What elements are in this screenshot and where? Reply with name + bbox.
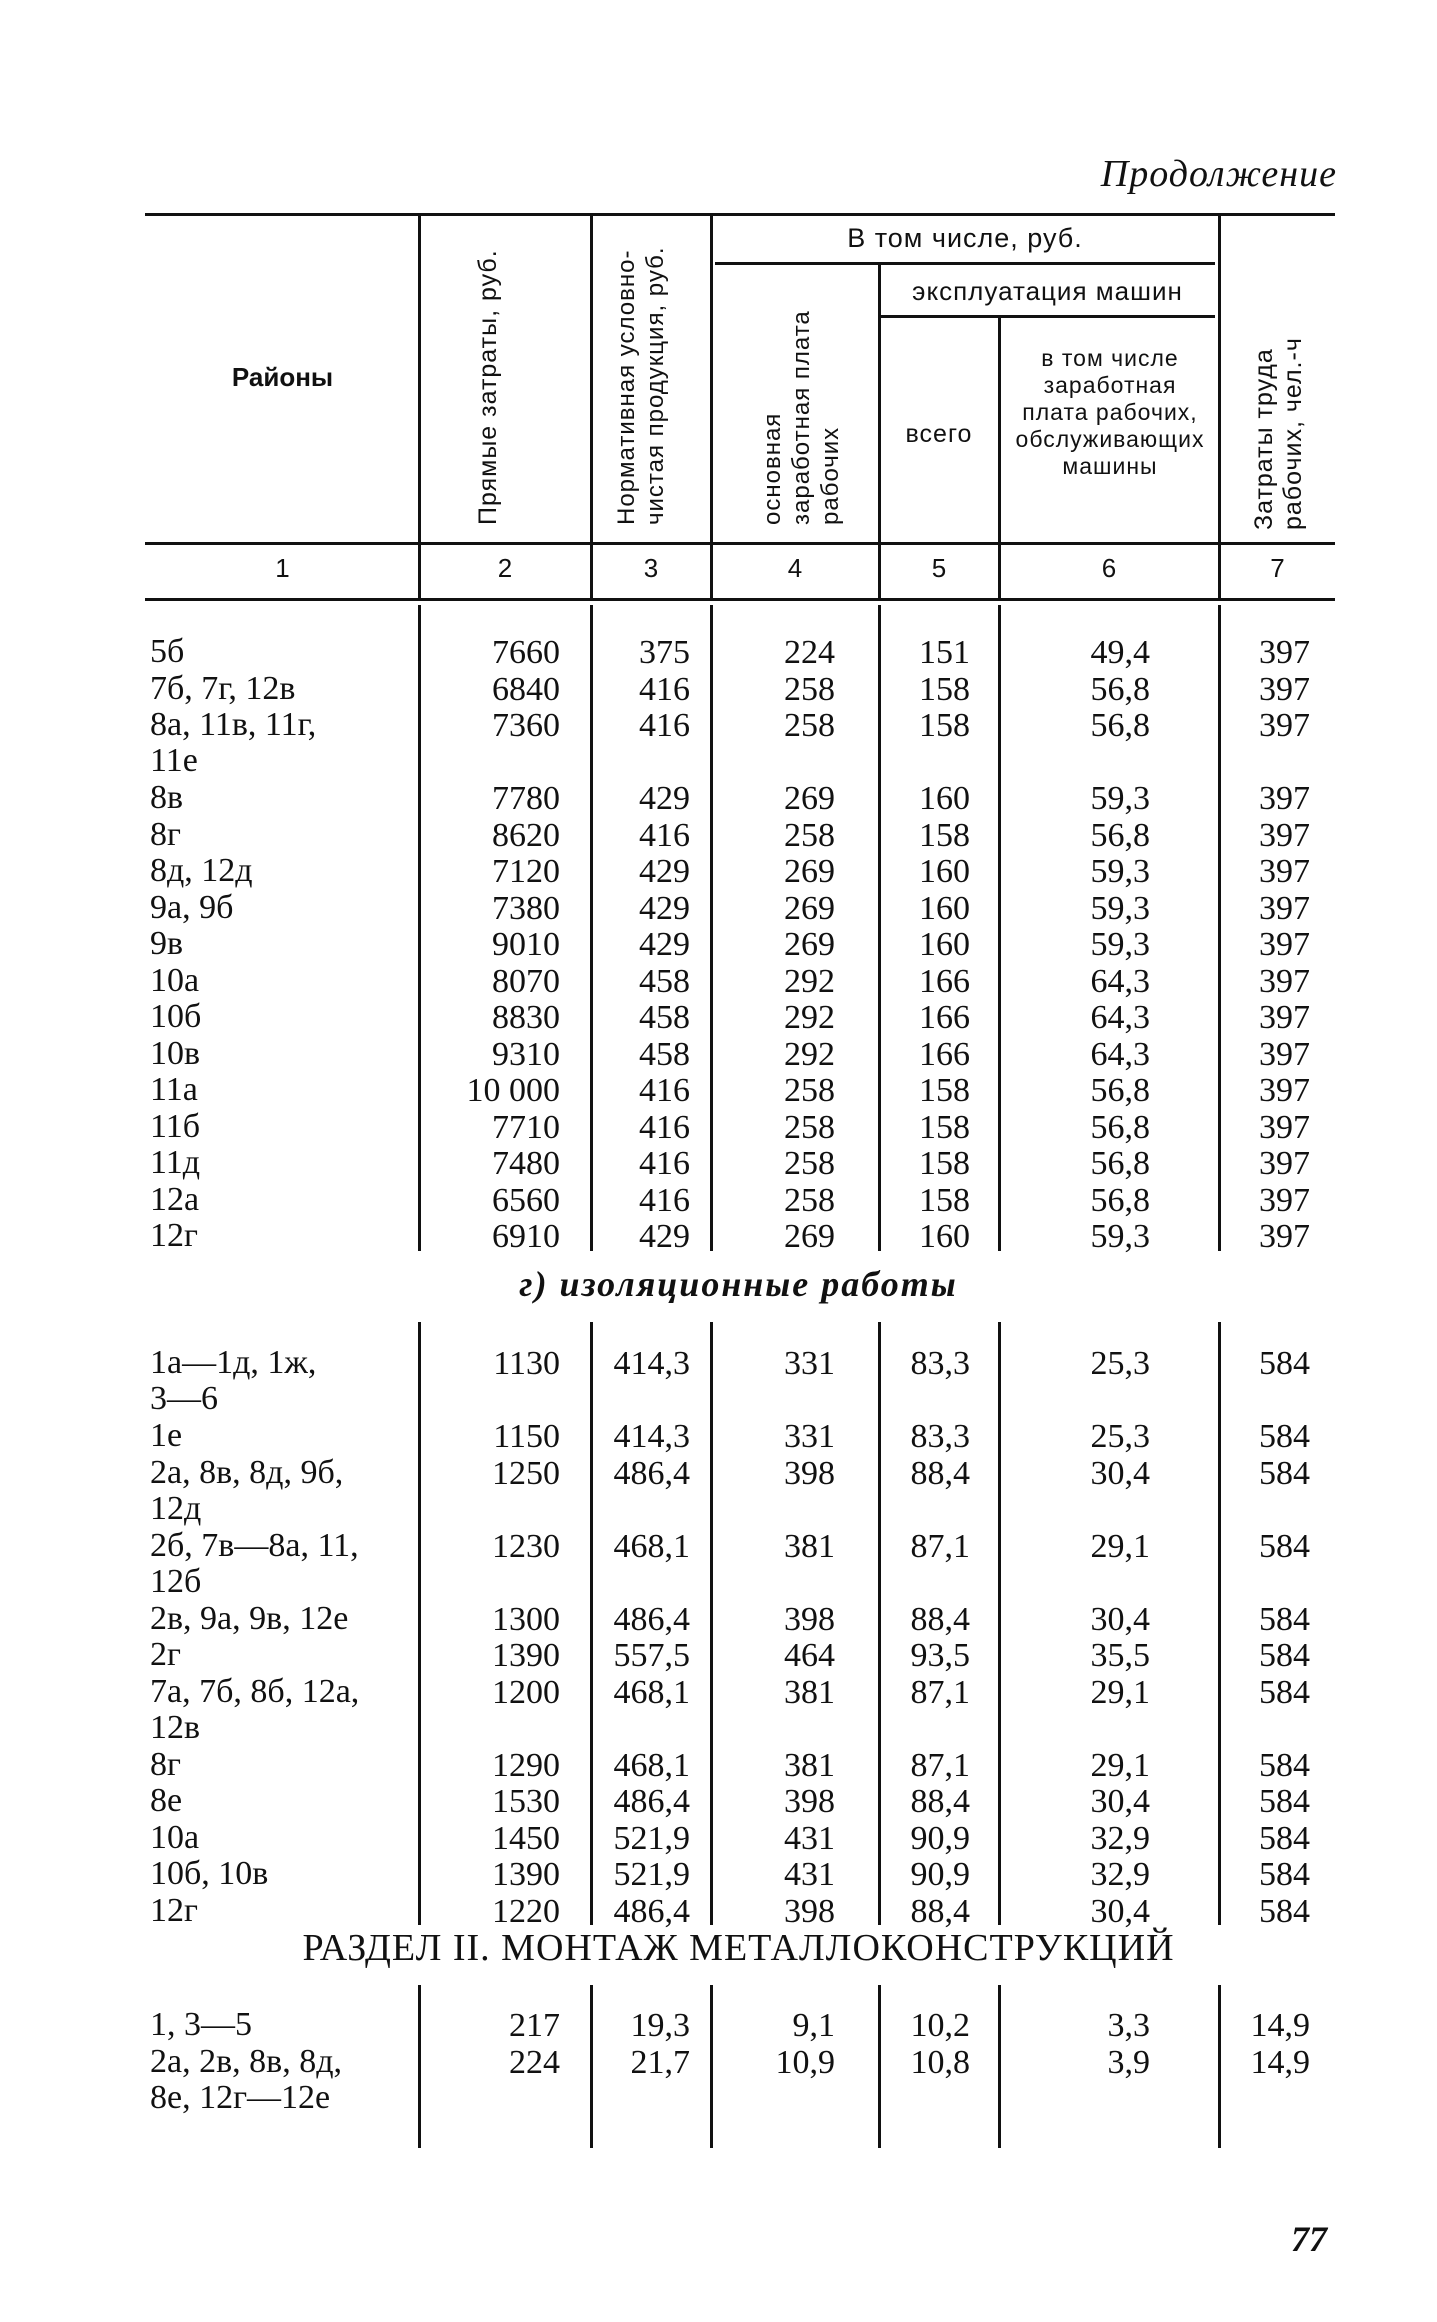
region-line: 9в [150, 925, 184, 962]
value-cell-col4: 269 [784, 1218, 835, 1255]
value-cell-col5: 83,3 [910, 1345, 970, 1382]
region-cell [150, 1856, 400, 1892]
value-cell-col7: 397 [1259, 707, 1310, 744]
value-cell-col3: 486,4 [613, 1783, 690, 1820]
value-cell-col2: 7660 [492, 634, 560, 671]
value-cell-col5: 158 [919, 1108, 970, 1146]
value-cell-col6: 56,8 [1090, 1108, 1150, 1146]
value-cell-col7: 584 [1259, 1345, 1310, 1382]
value-cell-col2: 1530 [492, 1783, 560, 1820]
value-cell-col7: 584 [1259, 1819, 1310, 1857]
region-cell [150, 1455, 400, 1527]
value-cell-col4: 269 [784, 853, 835, 890]
region-cell [150, 999, 400, 1035]
header-machines: эксплуатация машин [912, 276, 1183, 306]
value-cell-col4: 258 [784, 670, 835, 708]
body-divider [418, 605, 421, 1251]
region-line: 2б, 7в—8а, 11, [150, 1526, 359, 1564]
value-cell-col5: 88,4 [910, 1783, 970, 1820]
value-cell-col4: 292 [784, 1035, 835, 1073]
machines-rule [880, 315, 1215, 318]
region-cell [150, 1747, 400, 1783]
value-cell-col7: 397 [1259, 1072, 1310, 1109]
value-cell-col6: 32,9 [1090, 1856, 1150, 1893]
body-divider [710, 1322, 713, 1925]
value-cell-col5: 158 [919, 816, 970, 854]
value-cell-col2: 7380 [492, 889, 560, 927]
value-cell-col3: 429 [639, 853, 690, 890]
value-cell-col4: 431 [784, 1856, 835, 1893]
value-cell-col3: 486,4 [613, 1600, 690, 1638]
value-cell-col2: 6560 [492, 1181, 560, 1219]
value-cell-col3: 486,4 [613, 1892, 690, 1930]
value-cell-col3: 458 [639, 999, 690, 1036]
value-cell-col4: 381 [784, 1673, 835, 1711]
value-cell-col4: 269 [784, 926, 835, 963]
value-cell-col2: 1150 [493, 1418, 560, 1455]
region-cell [150, 1637, 400, 1673]
region-line: 8а, 11в, 11г, [150, 706, 317, 743]
region-cell [150, 1218, 400, 1254]
region-line: 12г [150, 1891, 198, 1929]
value-cell-col2: 1220 [492, 1892, 560, 1930]
value-cell-col5: 166 [919, 962, 970, 1000]
region-cell [150, 2007, 400, 2043]
region-line: 12а [150, 1180, 200, 1218]
value-cell-col5: 87,1 [910, 1527, 970, 1565]
value-cell-col2: 7480 [492, 1145, 560, 1182]
header-labor-costs: Затраты труда рабочих, чел.-ч [1250, 337, 1307, 530]
value-cell-col2: 1200 [492, 1673, 560, 1711]
continuation-label: Продолжение [1100, 153, 1337, 195]
region-line: 9а, 9б [150, 888, 234, 926]
value-cell-col5: 160 [919, 780, 970, 817]
region-cell [150, 817, 400, 853]
value-cell-col5: 166 [919, 1035, 970, 1073]
value-cell-col6: 59,3 [1090, 926, 1150, 963]
region-line: 5б [150, 633, 185, 670]
value-cell-col7: 397 [1259, 889, 1310, 927]
value-cell-col5: 151 [919, 634, 970, 671]
value-cell-col2: 6910 [492, 1218, 560, 1255]
value-cell-col5: 90,9 [910, 1856, 970, 1893]
value-cell-col2: 1230 [492, 1527, 560, 1565]
value-cell-col3: 429 [639, 1218, 690, 1255]
region-line: 2в, 9а, 9в, 12е [150, 1599, 349, 1637]
value-cell-col4: 9,1 [792, 2007, 835, 2044]
value-cell-col5: 87,1 [910, 1673, 970, 1711]
value-cell-col2: 7360 [492, 707, 560, 744]
region-line: 8е, 12г—12е [150, 2078, 331, 2116]
value-cell-col5: 160 [919, 1218, 970, 1255]
region-cell [150, 1109, 400, 1145]
value-cell-col6: 56,8 [1090, 1072, 1150, 1109]
body-divider [710, 1985, 713, 2148]
value-cell-col4: 258 [784, 707, 835, 744]
body-divider [998, 1322, 1001, 1925]
value-cell-col5: 158 [919, 707, 970, 744]
value-cell-col4: 10,9 [775, 2043, 835, 2081]
value-cell-col6: 25,3 [1090, 1345, 1150, 1382]
region-cell [150, 2044, 400, 2116]
value-cell-col4: 258 [784, 1108, 835, 1146]
value-cell-col3: 486,4 [613, 1454, 690, 1492]
value-cell-col5: 87,1 [910, 1746, 970, 1784]
value-cell-col4: 398 [784, 1783, 835, 1820]
region-cell [150, 853, 400, 889]
body-divider [710, 605, 713, 1251]
value-cell-col4: 269 [784, 780, 835, 817]
region-cell [150, 1601, 400, 1637]
value-cell-col6: 30,4 [1090, 1783, 1150, 1820]
region-line: 8д, 12д [150, 852, 253, 889]
value-cell-col7: 14,9 [1250, 2007, 1310, 2044]
colnum-1: 1 [275, 553, 290, 583]
value-cell-col2: 1390 [492, 1637, 560, 1674]
colnum-6: 6 [1101, 553, 1117, 583]
region-line: 12б [150, 1562, 202, 1600]
value-cell-col4: 381 [784, 1527, 835, 1565]
value-cell-col5: 158 [919, 670, 970, 708]
value-cell-col3: 416 [639, 1181, 690, 1219]
value-cell-col2: 8830 [492, 999, 560, 1036]
value-cell-col6: 64,3 [1090, 962, 1150, 1000]
value-cell-col4: 292 [784, 999, 835, 1036]
value-cell-col7: 14,9 [1250, 2043, 1310, 2081]
value-cell-col3: 416 [639, 1072, 690, 1109]
region-line: 10в [150, 1034, 201, 1072]
value-cell-col3: 416 [639, 707, 690, 744]
value-cell-col6: 25,3 [1090, 1418, 1150, 1455]
value-cell-col2: 1290 [492, 1746, 560, 1784]
value-cell-col4: 381 [784, 1746, 835, 1784]
region-cell [150, 1036, 400, 1072]
region-cell [150, 1820, 400, 1856]
region-cell [150, 1072, 400, 1108]
value-cell-col6: 56,8 [1090, 670, 1150, 708]
region-line: 8в [150, 779, 184, 816]
region-cell [150, 634, 400, 670]
value-cell-col3: 557,5 [613, 1637, 690, 1674]
value-cell-col4: 464 [784, 1637, 835, 1674]
region-line: 12д [150, 1489, 202, 1527]
value-cell-col2: 1450 [492, 1819, 560, 1857]
value-cell-col2: 1300 [492, 1600, 560, 1638]
value-cell-col3: 21,7 [630, 2043, 690, 2081]
body-divider [1218, 605, 1221, 1251]
value-cell-col3: 521,9 [613, 1856, 690, 1893]
value-cell-col3: 429 [639, 780, 690, 817]
section-heading: РАЗДЕЛ II. МОНТАЖ МЕТАЛЛОКОНСТРУКЦИЙ [302, 1927, 1175, 1969]
value-cell-col7: 584 [1259, 1856, 1310, 1893]
value-cell-col7: 584 [1259, 1637, 1310, 1674]
value-cell-col5: 88,4 [910, 1600, 970, 1638]
value-cell-col5: 10,2 [910, 2007, 970, 2044]
value-cell-col7: 584 [1259, 1418, 1310, 1455]
value-cell-col7: 584 [1259, 1600, 1310, 1638]
region-cell [150, 963, 400, 999]
value-cell-col3: 468,1 [613, 1527, 690, 1565]
value-cell-col2: 7780 [492, 780, 560, 817]
value-cell-col7: 397 [1259, 999, 1310, 1036]
value-cell-col7: 397 [1259, 670, 1310, 708]
region-cell [150, 1893, 400, 1929]
region-line: 2а, 8в, 8д, 9б, [150, 1453, 344, 1491]
value-cell-col3: 416 [639, 1108, 690, 1146]
value-cell-col3: 414,3 [613, 1345, 690, 1382]
value-cell-col4: 398 [784, 1600, 835, 1638]
value-cell-col6: 29,1 [1090, 1673, 1150, 1711]
region-line: 1а—1д, 1ж, [150, 1344, 317, 1381]
value-cell-col6: 49,4 [1090, 634, 1150, 671]
value-cell-col2: 8620 [492, 816, 560, 854]
colnum-bottom-rule [145, 598, 1335, 601]
colnum-5: 5 [931, 553, 947, 583]
value-cell-col7: 397 [1259, 1145, 1310, 1182]
header-regions: Районы [231, 362, 334, 392]
region-line: 10а [150, 961, 200, 999]
value-cell-col4: 398 [784, 1892, 835, 1930]
value-cell-col5: 93,5 [910, 1637, 970, 1674]
value-cell-col6: 3,3 [1107, 2007, 1150, 2044]
region-cell [150, 1345, 400, 1417]
header-bottom-rule [145, 542, 1335, 545]
page-number: 77 [1291, 2219, 1327, 2259]
value-cell-col2: 9010 [492, 926, 560, 963]
value-cell-col7: 584 [1259, 1527, 1310, 1565]
value-cell-col4: 258 [784, 1145, 835, 1182]
value-cell-col7: 397 [1259, 634, 1310, 671]
region-line: 11б [150, 1107, 201, 1145]
value-cell-col7: 397 [1259, 1108, 1310, 1146]
value-cell-col3: 375 [639, 634, 690, 671]
value-cell-col6: 59,3 [1090, 889, 1150, 927]
region-line: 3—6 [150, 1380, 218, 1417]
region-line: 11е [150, 742, 198, 779]
region-line: 10б [150, 998, 202, 1035]
value-cell-col6: 56,8 [1090, 707, 1150, 744]
header-divider-3 [710, 213, 713, 598]
value-cell-col5: 166 [919, 999, 970, 1036]
value-cell-col7: 397 [1259, 780, 1310, 817]
region-cell [150, 926, 400, 962]
region-line: 1е [150, 1417, 183, 1454]
value-cell-col6: 3,9 [1107, 2043, 1150, 2081]
region-cell [150, 1783, 400, 1819]
value-cell-col7: 397 [1259, 1181, 1310, 1219]
value-cell-col5: 88,4 [910, 1454, 970, 1492]
body-divider [998, 605, 1001, 1251]
value-cell-col2: 9310 [492, 1035, 560, 1073]
value-cell-col5: 158 [919, 1181, 970, 1219]
header-divider-6 [1218, 213, 1221, 598]
region-line: 7а, 7б, 8б, 12а, [150, 1672, 360, 1710]
value-cell-col3: 429 [639, 926, 690, 963]
value-cell-col5: 88,4 [910, 1892, 970, 1930]
value-cell-col3: 416 [639, 1145, 690, 1182]
region-cell [150, 1528, 400, 1600]
value-cell-col3: 416 [639, 670, 690, 708]
value-cell-col5: 90,9 [910, 1819, 970, 1857]
value-cell-col4: 331 [784, 1418, 835, 1455]
value-cell-col6: 59,3 [1090, 1218, 1150, 1255]
value-cell-col3: 429 [639, 889, 690, 927]
region-cell [150, 1418, 400, 1454]
value-cell-col2: 217 [509, 2007, 560, 2044]
region-line: 2г [150, 1636, 181, 1673]
value-cell-col2: 7710 [492, 1108, 560, 1146]
body-divider [418, 1322, 421, 1925]
value-cell-col7: 584 [1259, 1783, 1310, 1820]
value-cell-col2: 8070 [492, 962, 560, 1000]
value-cell-col3: 521,9 [613, 1819, 690, 1857]
region-line: 8г [150, 1745, 181, 1783]
header-divider-1 [418, 213, 421, 598]
value-cell-col2: 1130 [493, 1345, 560, 1382]
region-line: 2а, 2в, 8в, 8д, [150, 2042, 342, 2080]
region-cell [150, 1674, 400, 1746]
value-cell-col3: 414,3 [613, 1418, 690, 1455]
value-cell-col4: 258 [784, 1072, 835, 1109]
region-line: 8е [150, 1782, 183, 1819]
region-line: 1, 3—5 [150, 2006, 252, 2043]
value-cell-col5: 158 [919, 1145, 970, 1182]
region-line: 10а [150, 1818, 200, 1856]
value-cell-col6: 29,1 [1090, 1746, 1150, 1784]
colnum-7: 7 [1270, 553, 1285, 583]
header-divider-2 [590, 213, 593, 598]
value-cell-col3: 458 [639, 1035, 690, 1073]
header-normative: Нормативная условно-чистая продукция, руб. [613, 246, 669, 525]
value-cell-col6: 59,3 [1090, 780, 1150, 817]
value-cell-col7: 584 [1259, 1454, 1310, 1492]
header-including: В том числе, руб. [847, 223, 1083, 253]
value-cell-col4: 431 [784, 1819, 835, 1857]
value-cell-col6: 32,9 [1090, 1819, 1150, 1857]
value-cell-col5: 160 [919, 853, 970, 890]
region-cell [150, 1145, 400, 1181]
value-cell-col6: 30,4 [1090, 1892, 1150, 1930]
value-cell-col4: 292 [784, 962, 835, 1000]
value-cell-col7: 397 [1259, 816, 1310, 854]
region-cell [150, 890, 400, 926]
region-line: 10б, 10в [150, 1855, 269, 1892]
value-cell-col5: 83,3 [910, 1418, 970, 1455]
value-cell-col2: 7120 [492, 853, 560, 890]
value-cell-col7: 397 [1259, 1218, 1310, 1255]
value-cell-col5: 160 [919, 889, 970, 927]
value-cell-col4: 258 [784, 816, 835, 854]
header-machine-wages: в том числе заработная плата рабочих, обслуживающих машины [1015, 345, 1205, 479]
region-cell [150, 780, 400, 816]
region-line: 11а [150, 1071, 198, 1108]
colnum-2: 2 [497, 553, 513, 583]
value-cell-col2: 224 [509, 2043, 560, 2081]
body-divider [998, 1985, 1001, 2148]
value-cell-col6: 56,8 [1090, 1145, 1150, 1182]
region-line: 8г [150, 815, 181, 853]
header-base-wages: основная заработная плата рабочих [759, 310, 844, 525]
value-cell-col7: 397 [1259, 853, 1310, 890]
header-top-rule [145, 213, 1335, 216]
value-cell-col3: 416 [639, 816, 690, 854]
body-divider [1218, 1322, 1221, 1925]
value-cell-col4: 398 [784, 1454, 835, 1492]
value-cell-col5: 160 [919, 926, 970, 963]
header-direct-costs: Прямые затраты, руб. [474, 249, 502, 525]
value-cell-col3: 458 [639, 962, 690, 1000]
value-cell-col6: 30,4 [1090, 1454, 1150, 1492]
region-line: 7б, 7г, 12в [150, 669, 296, 707]
value-cell-col7: 397 [1259, 926, 1310, 963]
value-cell-col2: 10 000 [466, 1072, 560, 1109]
body-divider [418, 1985, 421, 2148]
value-cell-col3: 468,1 [613, 1673, 690, 1711]
colnum-4: 4 [787, 553, 803, 583]
value-cell-col7: 584 [1259, 1892, 1310, 1930]
region-cell [150, 671, 400, 707]
value-cell-col2: 6840 [492, 670, 560, 708]
region-cell [150, 1182, 400, 1218]
body-divider [1218, 1985, 1221, 2148]
value-cell-col6: 56,8 [1090, 1181, 1150, 1219]
value-cell-col7: 397 [1259, 1035, 1310, 1073]
value-cell-col6: 56,8 [1090, 816, 1150, 854]
colnum-3: 3 [643, 553, 659, 583]
value-cell-col5: 10,8 [910, 2043, 970, 2081]
value-cell-col6: 35,5 [1090, 1637, 1150, 1674]
region-line: 11д [150, 1144, 201, 1181]
header-machines-total: всего [905, 420, 973, 448]
value-cell-col2: 1390 [492, 1856, 560, 1893]
value-cell-col2: 1250 [492, 1454, 560, 1492]
value-cell-col7: 584 [1259, 1673, 1310, 1711]
value-cell-col4: 269 [784, 889, 835, 927]
value-cell-col4: 331 [784, 1345, 835, 1382]
region-cell [150, 707, 400, 779]
region-line: 12в [150, 1708, 201, 1746]
value-cell-col6: 29,1 [1090, 1527, 1150, 1565]
subheading-insulation: г) изоляционные работы [519, 1264, 958, 1304]
value-cell-col6: 64,3 [1090, 1035, 1150, 1073]
value-cell-col3: 468,1 [613, 1746, 690, 1784]
value-cell-col4: 258 [784, 1181, 835, 1219]
value-cell-col5: 158 [919, 1072, 970, 1109]
value-cell-col4: 224 [784, 634, 835, 671]
region-line: 12г [150, 1217, 198, 1254]
value-cell-col6: 30,4 [1090, 1600, 1150, 1638]
value-cell-col6: 59,3 [1090, 853, 1150, 890]
value-cell-col6: 64,3 [1090, 999, 1150, 1036]
value-cell-col3: 19,3 [630, 2007, 690, 2044]
value-cell-col7: 584 [1259, 1746, 1310, 1784]
including-rule [715, 262, 1215, 265]
value-cell-col7: 397 [1259, 962, 1310, 1000]
